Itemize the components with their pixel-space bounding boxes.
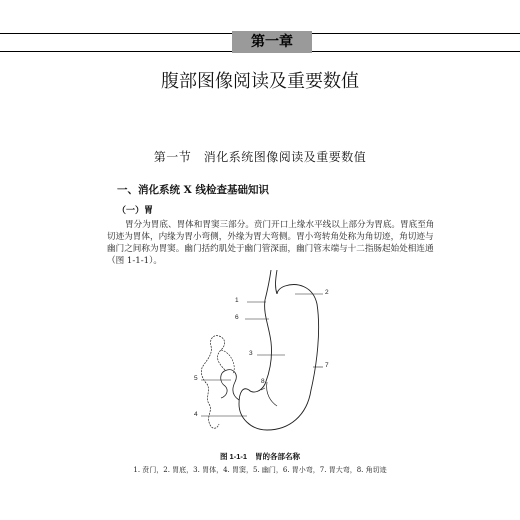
stomach-outline bbox=[239, 285, 319, 430]
figure-label-3: 3 bbox=[249, 350, 253, 357]
section-title: 第一节 消化系统图像阅读及重要数值 bbox=[153, 150, 367, 164]
figure-label-8: 8 bbox=[261, 378, 265, 385]
figure-label-7: 7 bbox=[325, 362, 329, 369]
duodenum-bulb bbox=[221, 370, 239, 400]
figure-label-1: 1 bbox=[235, 297, 239, 304]
heading-level2: 一、消化系统 X 线检查基础知识 bbox=[117, 184, 269, 196]
stomach-figure bbox=[185, 270, 345, 446]
esophagus-outline-inner bbox=[276, 270, 278, 294]
figure-caption-title: 胃的各部名称 bbox=[255, 452, 301, 461]
figure-label-5: 5 bbox=[194, 375, 198, 382]
chapter-banner bbox=[0, 31, 520, 55]
part-title: 腹部图像阅读及重要数值 bbox=[161, 71, 359, 92]
heading-level3: （一）胃 bbox=[117, 206, 154, 216]
figure-label-4: 4 bbox=[194, 411, 198, 418]
stomach-illustration bbox=[185, 270, 345, 446]
figure-label-6: 6 bbox=[235, 314, 239, 321]
paragraph-text: 胃分为胃底、胃体和胃窦三部分。贲门开口上缘水平线以上部分为胃底。胃底至角切迹为胃体，内缘为胃小弯侧，外缘为胃大弯侧。胃小弯转角处称为角切迹，角切迹与幽门之间称为胃窦。幽门括约肌处于幽门管深面，幽门管末端与十二指肠起始处相连通（图 1-1-1）。 bbox=[107, 220, 435, 266]
figure-legend: 1. 贲门，2. 胃底，3. 胃体，4. 胃窦，5. 幽门，6. 胃小弯，7. 胃大弯，8. 角切迹 bbox=[133, 466, 387, 474]
chapter-label: 第一章 bbox=[232, 31, 312, 53]
esophagus-outline bbox=[265, 270, 271, 300]
body-paragraph bbox=[107, 219, 435, 267]
figure-caption bbox=[0, 451, 520, 462]
figure-label-2: 2 bbox=[325, 289, 329, 296]
figure-caption-number: 图 1-1-1 bbox=[219, 452, 248, 461]
